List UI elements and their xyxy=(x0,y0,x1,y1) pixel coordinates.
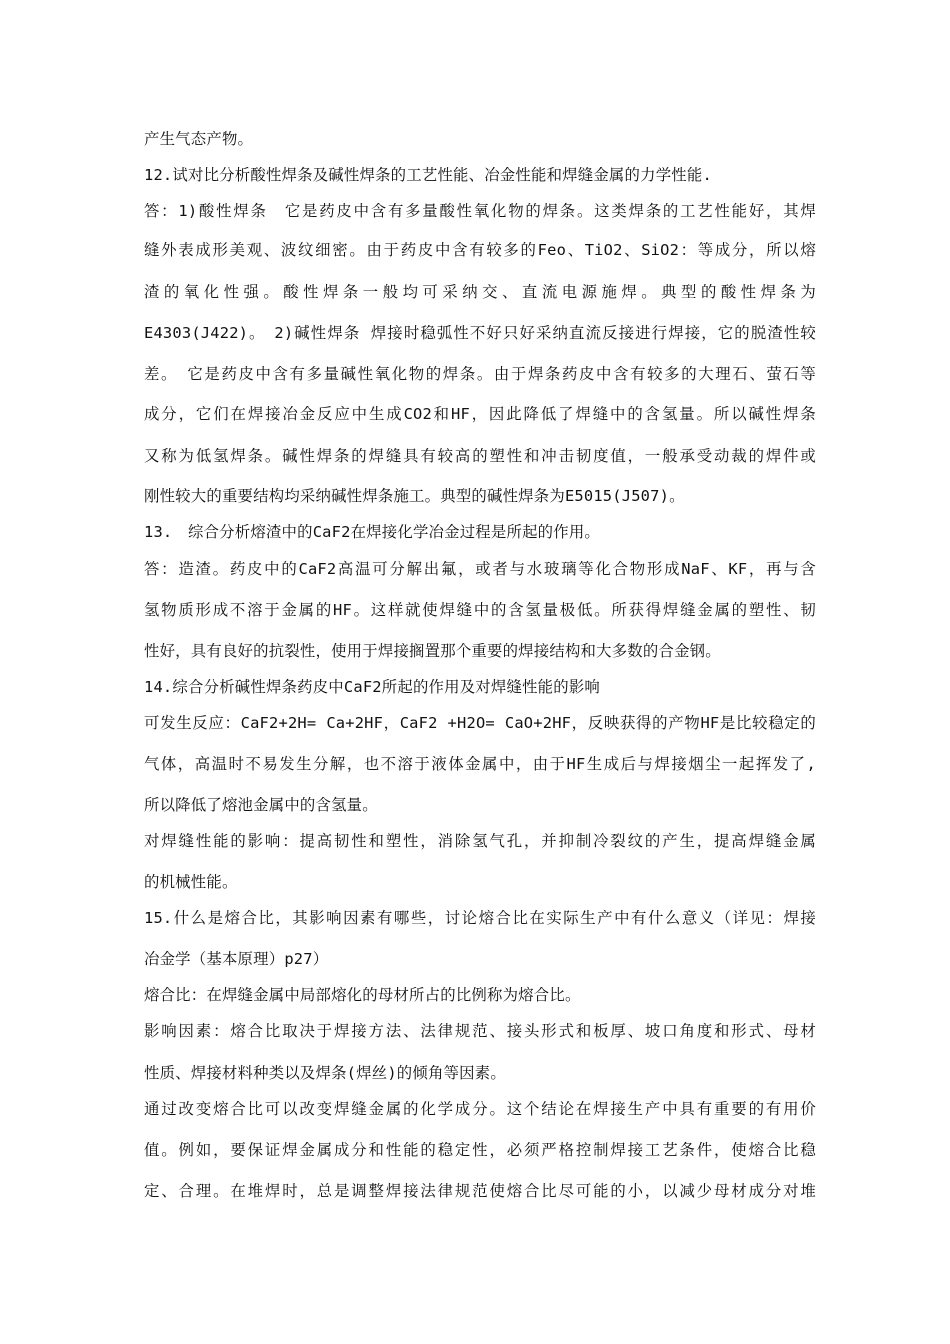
question-12-title: 12.试对比分析酸性焊条及碱性焊条的工艺性能、冶金性能和焊缝金属的力学性能. xyxy=(144,166,712,184)
text-line: 产生气态产物。 xyxy=(144,130,254,148)
text-line: 缝外表成形美观、波纹细密。由于药皮中含有较多的Feo、TiO2、SiO2：等成分，所以熔 xyxy=(144,241,816,259)
text-line: 可发生反应：CaF2+2H= Ca+2HF，CaF2 +H2O= CaO+2HF，反映获得的产物HF是比较稳定的 xyxy=(144,714,816,732)
text-line: 值。例如，要保证焊金属成分和性能的稳定性，必须严格控制焊接工艺条件，使熔合比稳 xyxy=(144,1141,816,1159)
text-line: 成分，它们在焊接冶金反应中生成CO2和HF，因此降低了焊缝中的含氢量。所以碱性焊条 xyxy=(144,405,816,423)
text-line: 对焊缝性能的影响：提高韧性和塑性，消除氢气孔，并抑制冷裂纹的产生，提高焊缝金属 xyxy=(144,832,816,850)
question-13-title: 13. 综合分析熔渣中的CaF2在焊接化学冶金过程是所起的作用。 xyxy=(144,523,601,541)
text-line: 刚性较大的重要结构均采纳碱性焊条施工。典型的碱性焊条为E5015(J507)。 xyxy=(144,487,685,505)
text-line: 性质、焊接材料种类以及焊条(焊丝)的倾角等因素。 xyxy=(144,1064,506,1082)
text-line: 通过改变熔合比可以改变焊缝金属的化学成分。这个结论在焊接生产中具有重要的有用价 xyxy=(144,1100,816,1118)
text-line: 气体，高温时不易发生分解，也不溶于液体金属中，由于HF生成后与焊接烟尘一起挥发了, xyxy=(144,755,816,773)
text-line: 答：1)酸性焊条 它是药皮中含有多量酸性氧化物的焊条。这类焊条的工艺性能好，其焊 xyxy=(144,202,816,220)
text-line: 性好，具有良好的抗裂性，使用于焊接搁置那个重要的焊接结构和大多数的合金钢。 xyxy=(144,642,721,660)
text-line: 定、合理。在堆焊时，总是调整焊接法律规范使熔合比尽可能的小，以减少母材成分对堆 xyxy=(144,1182,816,1200)
text-line: 影响因素：熔合比取决于焊接方法、法律规范、接头形式和板厚、坡口角度和形式、母材 xyxy=(144,1022,816,1040)
text-line: 答：造渣。药皮中的CaF2高温可分解出氟，或者与水玻璃等化合物形成NaF、KF，再与含 xyxy=(144,560,816,578)
text-line: 的机械性能。 xyxy=(144,873,238,891)
text-line: 熔合比：在焊缝金属中局部熔化的母材所占的比例称为熔合比。 xyxy=(144,986,581,1004)
question-15-title: 15.什么是熔合比，其影响因素有哪些，讨论熔合比在实际生产中有什么意义（详见：焊接 xyxy=(144,909,816,927)
text-line: 冶金学（基本原理）p27） xyxy=(144,950,329,968)
text-line: 所以降低了熔池金属中的含氢量。 xyxy=(144,796,378,814)
text-line: E4303(J422)。 2)碱性焊条 焊接时稳弧性不好只好采纳直流反接进行焊接，它的脱渣性较 xyxy=(144,324,816,342)
question-14-title: 14.综合分析碱性焊条药皮中CaF2所起的作用及对焊缝性能的影响 xyxy=(144,678,601,696)
text-line: 又称为低氢焊条。碱性焊条的焊缝具有较高的塑性和冲击韧度值，一般承受动裁的焊件或 xyxy=(144,447,816,465)
text-line: 差。 它是药皮中含有多量碱性氧化物的焊条。由于焊条药皮中含有较多的大理石、萤石等 xyxy=(144,365,816,383)
text-line: 渣的氧化性强。酸性焊条一般均可采纳交、直流电源施焊。典型的酸性焊条为 xyxy=(144,283,816,301)
text-line: 氢物质形成不溶于金属的HF。这样就使焊缝中的含氢量极低。所获得焊缝金属的塑性、韧 xyxy=(144,601,816,619)
